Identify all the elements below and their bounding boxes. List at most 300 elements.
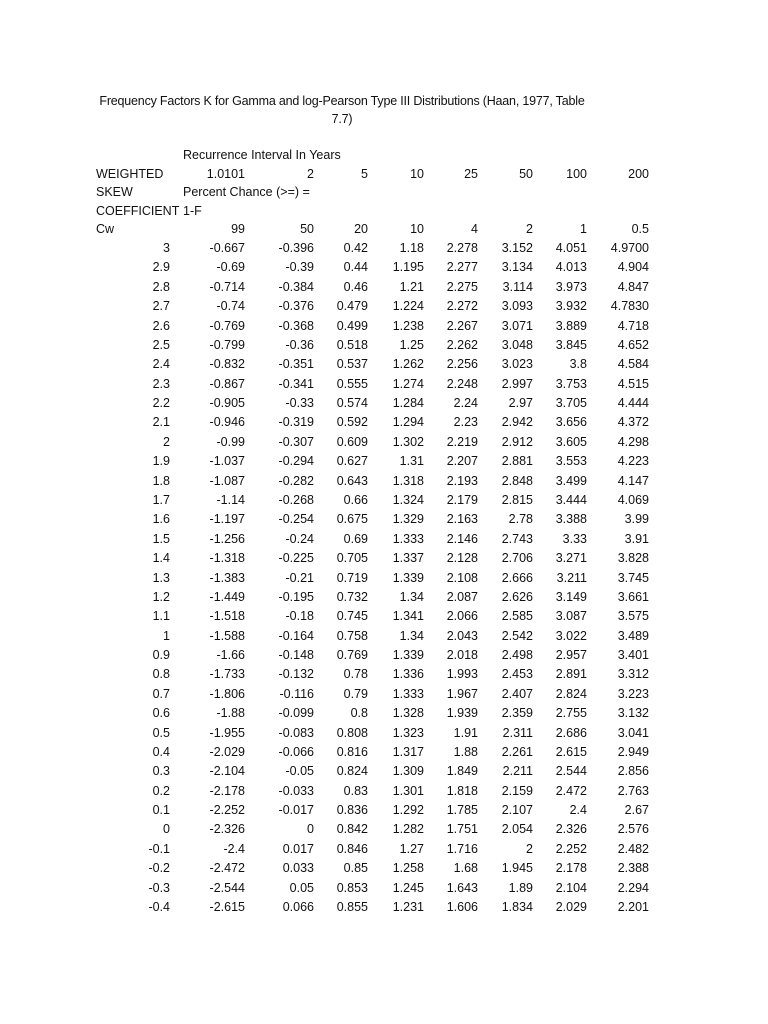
frequency-factor-cell: 3.932 <box>555 299 587 314</box>
frequency-factor-cell: 2.24 <box>453 396 478 410</box>
skew-coefficient-cell: 1.8 <box>152 473 170 488</box>
frequency-factor-cell: 4.9700 <box>610 241 649 255</box>
table-row <box>0 803 768 822</box>
frequency-factor-cell: 1.294 <box>392 415 424 430</box>
frequency-factor-cell: 0.69 <box>343 531 368 546</box>
frequency-factor-cell: -0.099 <box>278 706 314 721</box>
frequency-factor-cell: 1.68 <box>453 861 478 876</box>
skew-coefficient-cell: 0.1 <box>152 803 170 817</box>
frequency-factor-cell: -0.24 <box>285 531 314 546</box>
frequency-factor-cell: 3.087 <box>555 609 587 624</box>
frequency-factor-cell: 0.66 <box>343 492 368 507</box>
table-row <box>0 241 768 260</box>
frequency-factor-cell: -0.341 <box>278 376 314 391</box>
frequency-factor-cell: 1.292 <box>392 803 424 817</box>
frequency-factor-cell: -0.36 <box>285 337 314 352</box>
percent-chance-value: 20 <box>354 222 368 236</box>
frequency-factor-cell: -0.066 <box>278 744 314 759</box>
skew-coefficient-cell: 1.9 <box>152 454 170 469</box>
frequency-factor-cell: -0.769 <box>209 318 245 333</box>
frequency-factor-cell: 3.705 <box>555 396 587 410</box>
frequency-factor-cell: 0.78 <box>343 667 368 682</box>
frequency-factor-cell: 2.275 <box>446 279 478 294</box>
frequency-factor-cell: 1.31 <box>399 454 424 469</box>
frequency-factor-cell: -0.294 <box>278 454 314 469</box>
frequency-factor-cell: 2.755 <box>555 706 587 721</box>
frequency-factor-cell: 2.277 <box>446 260 478 275</box>
frequency-factor-cell: -0.946 <box>209 415 245 430</box>
frequency-factor-cell: -0.396 <box>278 241 314 255</box>
frequency-factor-cell: 3.093 <box>501 299 533 314</box>
frequency-factor-cell: -1.197 <box>209 512 245 527</box>
table-row <box>0 861 768 880</box>
frequency-factor-cell: 2.179 <box>446 492 478 507</box>
table-row <box>0 396 768 415</box>
skew-coefficient-cell: 0.8 <box>152 667 170 682</box>
frequency-factor-cell: 1.785 <box>446 803 478 817</box>
frequency-factor-cell: 1.818 <box>446 783 478 798</box>
frequency-factor-cell: -0.116 <box>279 686 314 701</box>
skew-coefficient-cell: 1 <box>163 628 170 643</box>
frequency-factor-cell: 2.942 <box>501 415 533 430</box>
frequency-factor-cell: 2.108 <box>446 570 478 585</box>
frequency-factor-cell: -2.252 <box>209 803 245 817</box>
frequency-factor-cell: 1.282 <box>392 822 424 837</box>
recurrence-interval-label: Recurrence Interval In Years <box>183 148 341 162</box>
frequency-factor-cell: 0.719 <box>336 570 368 585</box>
frequency-factor-cell: 3.114 <box>502 279 533 294</box>
frequency-factor-cell: 1.195 <box>392 260 424 275</box>
frequency-factor-cell: 1.309 <box>392 764 424 779</box>
frequency-factor-cell: -0.254 <box>278 512 314 527</box>
frequency-factor-cell: 4.444 <box>617 396 649 410</box>
frequency-factor-cell: 3.211 <box>556 570 587 585</box>
frequency-factor-cell: 0.555 <box>336 376 368 391</box>
frequency-factor-cell: 3.489 <box>617 628 649 643</box>
frequency-factor-cell: -2.104 <box>209 764 245 779</box>
frequency-factor-cell: 4.298 <box>617 434 649 449</box>
frequency-factor-cell: -0.268 <box>278 492 314 507</box>
frequency-factor-cell: 2.388 <box>617 861 649 876</box>
frequency-factor-cell: 2.856 <box>617 764 649 779</box>
recurrence-interval-row <box>0 167 768 186</box>
frequency-factor-cell: 3.041 <box>617 725 649 740</box>
frequency-factor-cell: 1.317 <box>392 744 424 759</box>
frequency-factor-cell: 1.849 <box>446 764 478 779</box>
frequency-factor-cell: 4.013 <box>555 260 587 275</box>
frequency-factor-cell: 3.828 <box>617 551 649 566</box>
frequency-factor-cell: -1.383 <box>209 570 245 585</box>
frequency-factor-cell: 2.359 <box>501 706 533 721</box>
frequency-factor-cell: 0.574 <box>336 396 368 410</box>
frequency-factor-cell: 2.23 <box>453 415 478 430</box>
frequency-factor-cell: 0.842 <box>336 822 368 837</box>
skew-coefficient-cell: 1.3 <box>152 570 170 585</box>
frequency-factor-cell: 4.051 <box>555 241 587 255</box>
frequency-factor-cell: 1.88 <box>453 744 478 759</box>
skew-coefficient-cell: 2.9 <box>152 260 170 275</box>
skew-coefficient-cell: -0.3 <box>148 880 170 895</box>
frequency-factor-cell: 2.891 <box>555 667 587 682</box>
frequency-factor-cell: 3.889 <box>555 318 587 333</box>
frequency-factor-cell: 2.219 <box>446 434 478 449</box>
skew-coefficient-cell: 2.3 <box>152 376 170 391</box>
frequency-factor-cell: 0.745 <box>336 609 368 624</box>
frequency-factor-cell: -0.905 <box>209 396 245 410</box>
frequency-factor-cell: 2.054 <box>501 822 533 837</box>
frequency-factor-cell: 1.341 <box>392 609 424 624</box>
frequency-factor-cell: 1.939 <box>446 706 478 721</box>
frequency-factor-cell: -0.282 <box>278 473 314 488</box>
frequency-factor-cell: 2.311 <box>502 725 533 740</box>
frequency-factor-cell: 2.018 <box>446 648 478 662</box>
frequency-factor-cell: 3.845 <box>555 337 587 352</box>
frequency-factor-cell: 2.585 <box>501 609 533 624</box>
skew-coefficient-cell: 1.2 <box>152 589 170 604</box>
frequency-factor-cell: 2.163 <box>446 512 478 527</box>
frequency-factor-cell: 4.718 <box>617 318 649 333</box>
frequency-factor-cell: -1.318 <box>209 551 245 566</box>
frequency-factor-cell: -1.14 <box>216 492 245 507</box>
table-row <box>0 532 768 551</box>
frequency-factor-cell: 2.97 <box>508 396 533 410</box>
frequency-factor-cell: 3.388 <box>555 512 587 527</box>
frequency-factor-cell: 3.132 <box>617 706 649 721</box>
frequency-factor-cell: 0.836 <box>336 803 368 817</box>
skew-coefficient-cell: 2.2 <box>152 396 170 410</box>
frequency-factor-cell: -0.017 <box>278 803 314 817</box>
frequency-factor-cell: -0.384 <box>278 279 314 294</box>
skew-label: SKEW <box>96 185 133 199</box>
frequency-factor-cell: 3.973 <box>555 279 587 294</box>
frequency-factor-cell: -1.806 <box>209 686 245 701</box>
frequency-factor-cell: 2.78 <box>508 512 533 527</box>
frequency-factor-cell: 0.479 <box>336 299 368 314</box>
frequency-factor-cell: -0.18 <box>285 609 314 624</box>
frequency-factor-cell: -1.88 <box>216 706 245 721</box>
frequency-factor-cell: 1.274 <box>392 376 424 391</box>
skew-coefficient-cell: 1.4 <box>152 551 170 566</box>
frequency-factor-cell: 3.656 <box>555 415 587 430</box>
frequency-factor-cell: 1.231 <box>392 899 424 914</box>
recurrence-interval-value: 5 <box>361 167 368 181</box>
frequency-factor-cell: -0.33 <box>285 396 314 410</box>
table-row <box>0 687 768 706</box>
frequency-factor-cell: 1.336 <box>392 667 424 682</box>
frequency-factor-cell: 2.848 <box>501 473 533 488</box>
skew-coefficient-cell: 2.7 <box>152 299 170 314</box>
frequency-factor-cell: -2.615 <box>209 899 245 914</box>
coefficient-label: COEFFICIENT <box>96 204 180 218</box>
frequency-factor-cell: 1.89 <box>508 880 533 895</box>
table-row <box>0 842 768 861</box>
frequency-factor-cell: 0.017 <box>282 841 314 856</box>
frequency-factor-cell: 1.945 <box>501 861 533 876</box>
table-row <box>0 764 768 783</box>
frequency-factor-cell: -1.588 <box>209 628 245 643</box>
table-row <box>0 590 768 609</box>
frequency-factor-cell: -0.083 <box>278 725 314 740</box>
frequency-factor-cell: 2.207 <box>446 454 478 469</box>
skew-coefficient-cell: 3 <box>163 241 170 255</box>
frequency-factor-cell: 3.444 <box>555 492 587 507</box>
frequency-factor-cell: 1.91 <box>453 725 478 740</box>
frequency-factor-cell: -2.029 <box>209 744 245 759</box>
frequency-factor-cell: 2.256 <box>446 357 478 372</box>
frequency-factor-cell: -2.326 <box>209 822 245 837</box>
frequency-factor-cell: 3.753 <box>555 376 587 391</box>
frequency-factor-cell: 3.745 <box>617 570 649 585</box>
table-row <box>0 551 768 570</box>
table-row <box>0 319 768 338</box>
percent-chance-row <box>0 222 768 241</box>
skew-coefficient-cell: 0.4 <box>152 744 170 759</box>
table-title: Frequency Factors K for Gamma and log-Pearson Type III Distributions (Haan, 1977, Table 7.7) <box>99 94 585 126</box>
percent-chance-label: Percent Chance (>=) = <box>183 185 310 199</box>
skew-coefficient-cell: 0.6 <box>152 706 170 721</box>
frequency-factor-cell: 1.238 <box>392 318 424 333</box>
frequency-factor-cell: 2.272 <box>446 299 478 314</box>
frequency-factor-cell: 4.7830 <box>610 299 649 314</box>
frequency-factor-cell: -0.368 <box>278 318 314 333</box>
frequency-factor-cell: 0.033 <box>282 861 314 876</box>
frequency-factor-cell: -1.518 <box>209 609 245 624</box>
table-row <box>0 571 768 590</box>
frequency-factor-cell: 1.324 <box>392 492 424 507</box>
recurrence-interval-value: 200 <box>628 167 649 181</box>
frequency-factor-cell: 1.318 <box>392 473 424 488</box>
frequency-factor-cell: -1.733 <box>209 667 245 682</box>
frequency-factor-cell: 2 <box>526 841 533 856</box>
skew-coefficient-cell: 2.1 <box>152 415 170 430</box>
frequency-factor-cell: 2.763 <box>617 783 649 798</box>
frequency-factor-cell: 3.553 <box>555 454 587 469</box>
frequency-factor-cell: 1.967 <box>446 686 478 701</box>
percent-chance-value: 10 <box>410 222 424 236</box>
frequency-factor-cell: 2.252 <box>555 841 587 856</box>
frequency-factor-cell: -0.307 <box>278 434 314 449</box>
frequency-factor-cell: 4.515 <box>617 376 649 391</box>
frequency-factor-cell: -2.4 <box>223 841 245 856</box>
frequency-factor-cell: 2.326 <box>555 822 587 837</box>
frequency-factor-cell: -0.832 <box>209 357 245 372</box>
skew-coefficient-cell: -0.2 <box>148 861 170 876</box>
frequency-factor-cell: 1.27 <box>399 841 424 856</box>
frequency-factor-cell: 0.42 <box>343 241 368 255</box>
frequency-factor-cell: 1.337 <box>392 551 424 566</box>
frequency-factor-cell: 1.21 <box>399 279 424 294</box>
frequency-factor-cell: 1.301 <box>392 783 424 798</box>
frequency-factor-cell: 0.499 <box>336 318 368 333</box>
frequency-factor-cell: 3.023 <box>501 357 533 372</box>
percent-chance-value: 4 <box>471 222 478 236</box>
skew-coefficient-cell: 2 <box>163 434 170 449</box>
frequency-factor-cell: 2.029 <box>555 899 587 914</box>
frequency-factor-cell: -1.037 <box>209 454 245 469</box>
frequency-factor-cell: -0.376 <box>278 299 314 314</box>
frequency-factor-cell: 2.881 <box>501 454 533 469</box>
frequency-factor-cell: 1.323 <box>392 725 424 740</box>
frequency-factor-cell: 0.816 <box>336 744 368 759</box>
table-row <box>0 881 768 900</box>
frequency-factor-cell: 1.993 <box>446 667 478 682</box>
frequency-factor-cell: -0.74 <box>216 299 245 314</box>
frequency-factor-cell: 3.223 <box>617 686 649 701</box>
frequency-factor-cell: 3.401 <box>617 648 649 662</box>
frequency-factor-cell: 2.912 <box>501 434 533 449</box>
skew-coefficient-cell: 1.6 <box>152 512 170 527</box>
frequency-factor-cell: 2.615 <box>555 744 587 759</box>
frequency-factor-cell: 3.048 <box>501 337 533 352</box>
frequency-factor-cell: 1.606 <box>446 899 478 914</box>
frequency-factor-cell: 1.18 <box>399 241 424 255</box>
frequency-factor-cell: 2.67 <box>624 803 649 817</box>
frequency-factor-cell: 2.957 <box>555 648 587 662</box>
frequency-factor-cell: -2.178 <box>209 783 245 798</box>
frequency-factor-cell: 2.201 <box>617 899 649 914</box>
frequency-factor-cell: 3.022 <box>555 628 587 643</box>
frequency-factor-cell: 2.128 <box>446 551 478 566</box>
frequency-factor-cell: 2.626 <box>501 589 533 604</box>
frequency-factor-cell: 2.193 <box>446 473 478 488</box>
frequency-factor-cell: 3.134 <box>501 260 533 275</box>
frequency-factor-cell: 2.576 <box>617 822 649 837</box>
frequency-factor-cell: 4.223 <box>617 454 649 469</box>
skew-coefficient-cell: 1.5 <box>152 531 170 546</box>
frequency-factor-cell: -1.955 <box>209 725 245 740</box>
frequency-factor-cell: 1.262 <box>392 357 424 372</box>
frequency-factor-cell: 1.328 <box>392 706 424 721</box>
table-row <box>0 900 768 919</box>
frequency-factor-cell: 0.705 <box>336 551 368 566</box>
recurrence-interval-value: 100 <box>566 167 587 181</box>
frequency-factor-cell: -0.99 <box>216 434 245 449</box>
frequency-factor-cell: 2.498 <box>501 648 533 662</box>
table-row <box>0 454 768 473</box>
frequency-factor-cell: -2.472 <box>209 861 245 876</box>
frequency-factor-cell: 2.472 <box>555 783 587 798</box>
frequency-factor-cell: -0.225 <box>278 551 314 566</box>
frequency-factor-cell: 1.224 <box>392 299 424 314</box>
frequency-factor-cell: 2.066 <box>446 609 478 624</box>
frequency-factor-cell: 2.743 <box>501 531 533 546</box>
frequency-factor-cell: 2.278 <box>446 241 478 255</box>
table-row <box>0 706 768 725</box>
frequency-factor-cell: 2.949 <box>617 744 649 759</box>
frequency-factor-cell: 3.8 <box>569 357 587 372</box>
frequency-factor-cell: -0.799 <box>209 337 245 352</box>
frequency-factor-cell: 0.83 <box>343 783 368 798</box>
frequency-factor-cell: 4.904 <box>617 260 649 275</box>
skew-coefficient-cell: -0.1 <box>148 841 170 856</box>
frequency-factor-cell: -0.148 <box>278 648 314 662</box>
frequency-factor-cell: 0.732 <box>336 589 368 604</box>
percent-chance-value: 50 <box>300 222 314 236</box>
frequency-factor-cell: 2.815 <box>501 492 533 507</box>
skew-coefficient-cell: 0.3 <box>152 764 170 779</box>
frequency-factor-cell: 3.071 <box>501 318 533 333</box>
frequency-factor-cell: 0.8 <box>350 706 368 721</box>
frequency-factor-cell: 1.834 <box>501 899 533 914</box>
frequency-factor-cell: 1.643 <box>446 880 478 895</box>
percent-chance-value: 1 <box>580 222 587 236</box>
skew-coefficient-cell: 1.7 <box>152 492 170 507</box>
table-row <box>0 609 768 628</box>
frequency-factor-cell: 2.706 <box>501 551 533 566</box>
table-row <box>0 415 768 434</box>
table-row <box>0 435 768 454</box>
recurrence-interval-value: 2 <box>307 167 314 181</box>
skew-coefficient-cell: 0.9 <box>152 648 170 662</box>
frequency-factor-cell: -1.087 <box>209 473 245 488</box>
frequency-factor-cell: 2.544 <box>555 764 587 779</box>
table-row <box>0 512 768 531</box>
frequency-factor-cell: 2.262 <box>446 337 478 352</box>
table-row <box>0 474 768 493</box>
frequency-factor-cell: 2.294 <box>617 880 649 895</box>
one-minus-f-label: 1-F <box>183 204 202 218</box>
frequency-factor-cell: 3.499 <box>555 473 587 488</box>
skew-coefficient-cell: 2.5 <box>152 337 170 352</box>
frequency-factor-cell: 4.652 <box>617 337 649 352</box>
skew-coefficient-cell: 1.1 <box>152 609 170 624</box>
frequency-factor-cell: 0.769 <box>336 648 368 662</box>
frequency-factor-cell: 0.643 <box>336 473 368 488</box>
frequency-factor-cell: 2.267 <box>446 318 478 333</box>
percent-chance-value: 0.5 <box>631 222 649 236</box>
cw-label: Cw <box>96 222 115 236</box>
frequency-factor-cell: 0.627 <box>336 454 368 469</box>
frequency-factor-cell: 4.584 <box>617 357 649 372</box>
frequency-factor-cell: 0.609 <box>336 434 368 449</box>
frequency-factor-cell: 2.453 <box>501 667 533 682</box>
frequency-factor-cell: -1.256 <box>209 531 245 546</box>
frequency-factor-cell: 2.997 <box>501 376 533 391</box>
frequency-factor-cell: 1.333 <box>392 686 424 701</box>
frequency-factor-cell: 0.05 <box>289 880 314 895</box>
frequency-factor-cell: 0.46 <box>343 279 368 294</box>
frequency-factor-cell: -0.05 <box>285 764 314 779</box>
frequency-factor-cell: 1.284 <box>392 396 424 410</box>
frequency-factor-cell: 0.85 <box>343 861 368 876</box>
percent-chance-value: 2 <box>526 222 533 236</box>
recurrence-interval-value: 50 <box>519 167 533 181</box>
frequency-factor-cell: 2.824 <box>555 686 587 701</box>
frequency-factor-cell: 2.159 <box>501 783 533 798</box>
frequency-factor-cell: 1.34 <box>399 589 424 604</box>
frequency-factor-cell: 4.372 <box>617 415 649 430</box>
frequency-factor-cell: -2.544 <box>209 880 245 895</box>
skew-coefficient-cell: 0.7 <box>152 686 170 701</box>
recurrence-interval-value: 1.0101 <box>206 167 245 181</box>
frequency-factor-cell: 3.661 <box>617 589 649 604</box>
frequency-factor-cell: 0 <box>307 822 314 837</box>
frequency-factor-cell: 0.808 <box>336 725 368 740</box>
table-row <box>0 377 768 396</box>
frequency-factor-cell: 3.312 <box>617 667 649 682</box>
frequency-factor-cell: 0.592 <box>336 415 368 430</box>
frequency-factor-cell: 0.855 <box>336 899 368 914</box>
frequency-factor-cell: 2.4 <box>569 803 587 817</box>
frequency-factor-cell: 0.853 <box>336 880 368 895</box>
frequency-factor-cell: 3.33 <box>562 531 587 546</box>
frequency-factor-cell: -1.66 <box>216 648 245 662</box>
frequency-factor-cell: -1.449 <box>209 589 245 604</box>
frequency-factor-cell: -0.39 <box>285 260 314 275</box>
table-row <box>0 745 768 764</box>
frequency-factor-cell: 2.178 <box>555 861 587 876</box>
frequency-factor-cell: -0.867 <box>209 376 245 391</box>
